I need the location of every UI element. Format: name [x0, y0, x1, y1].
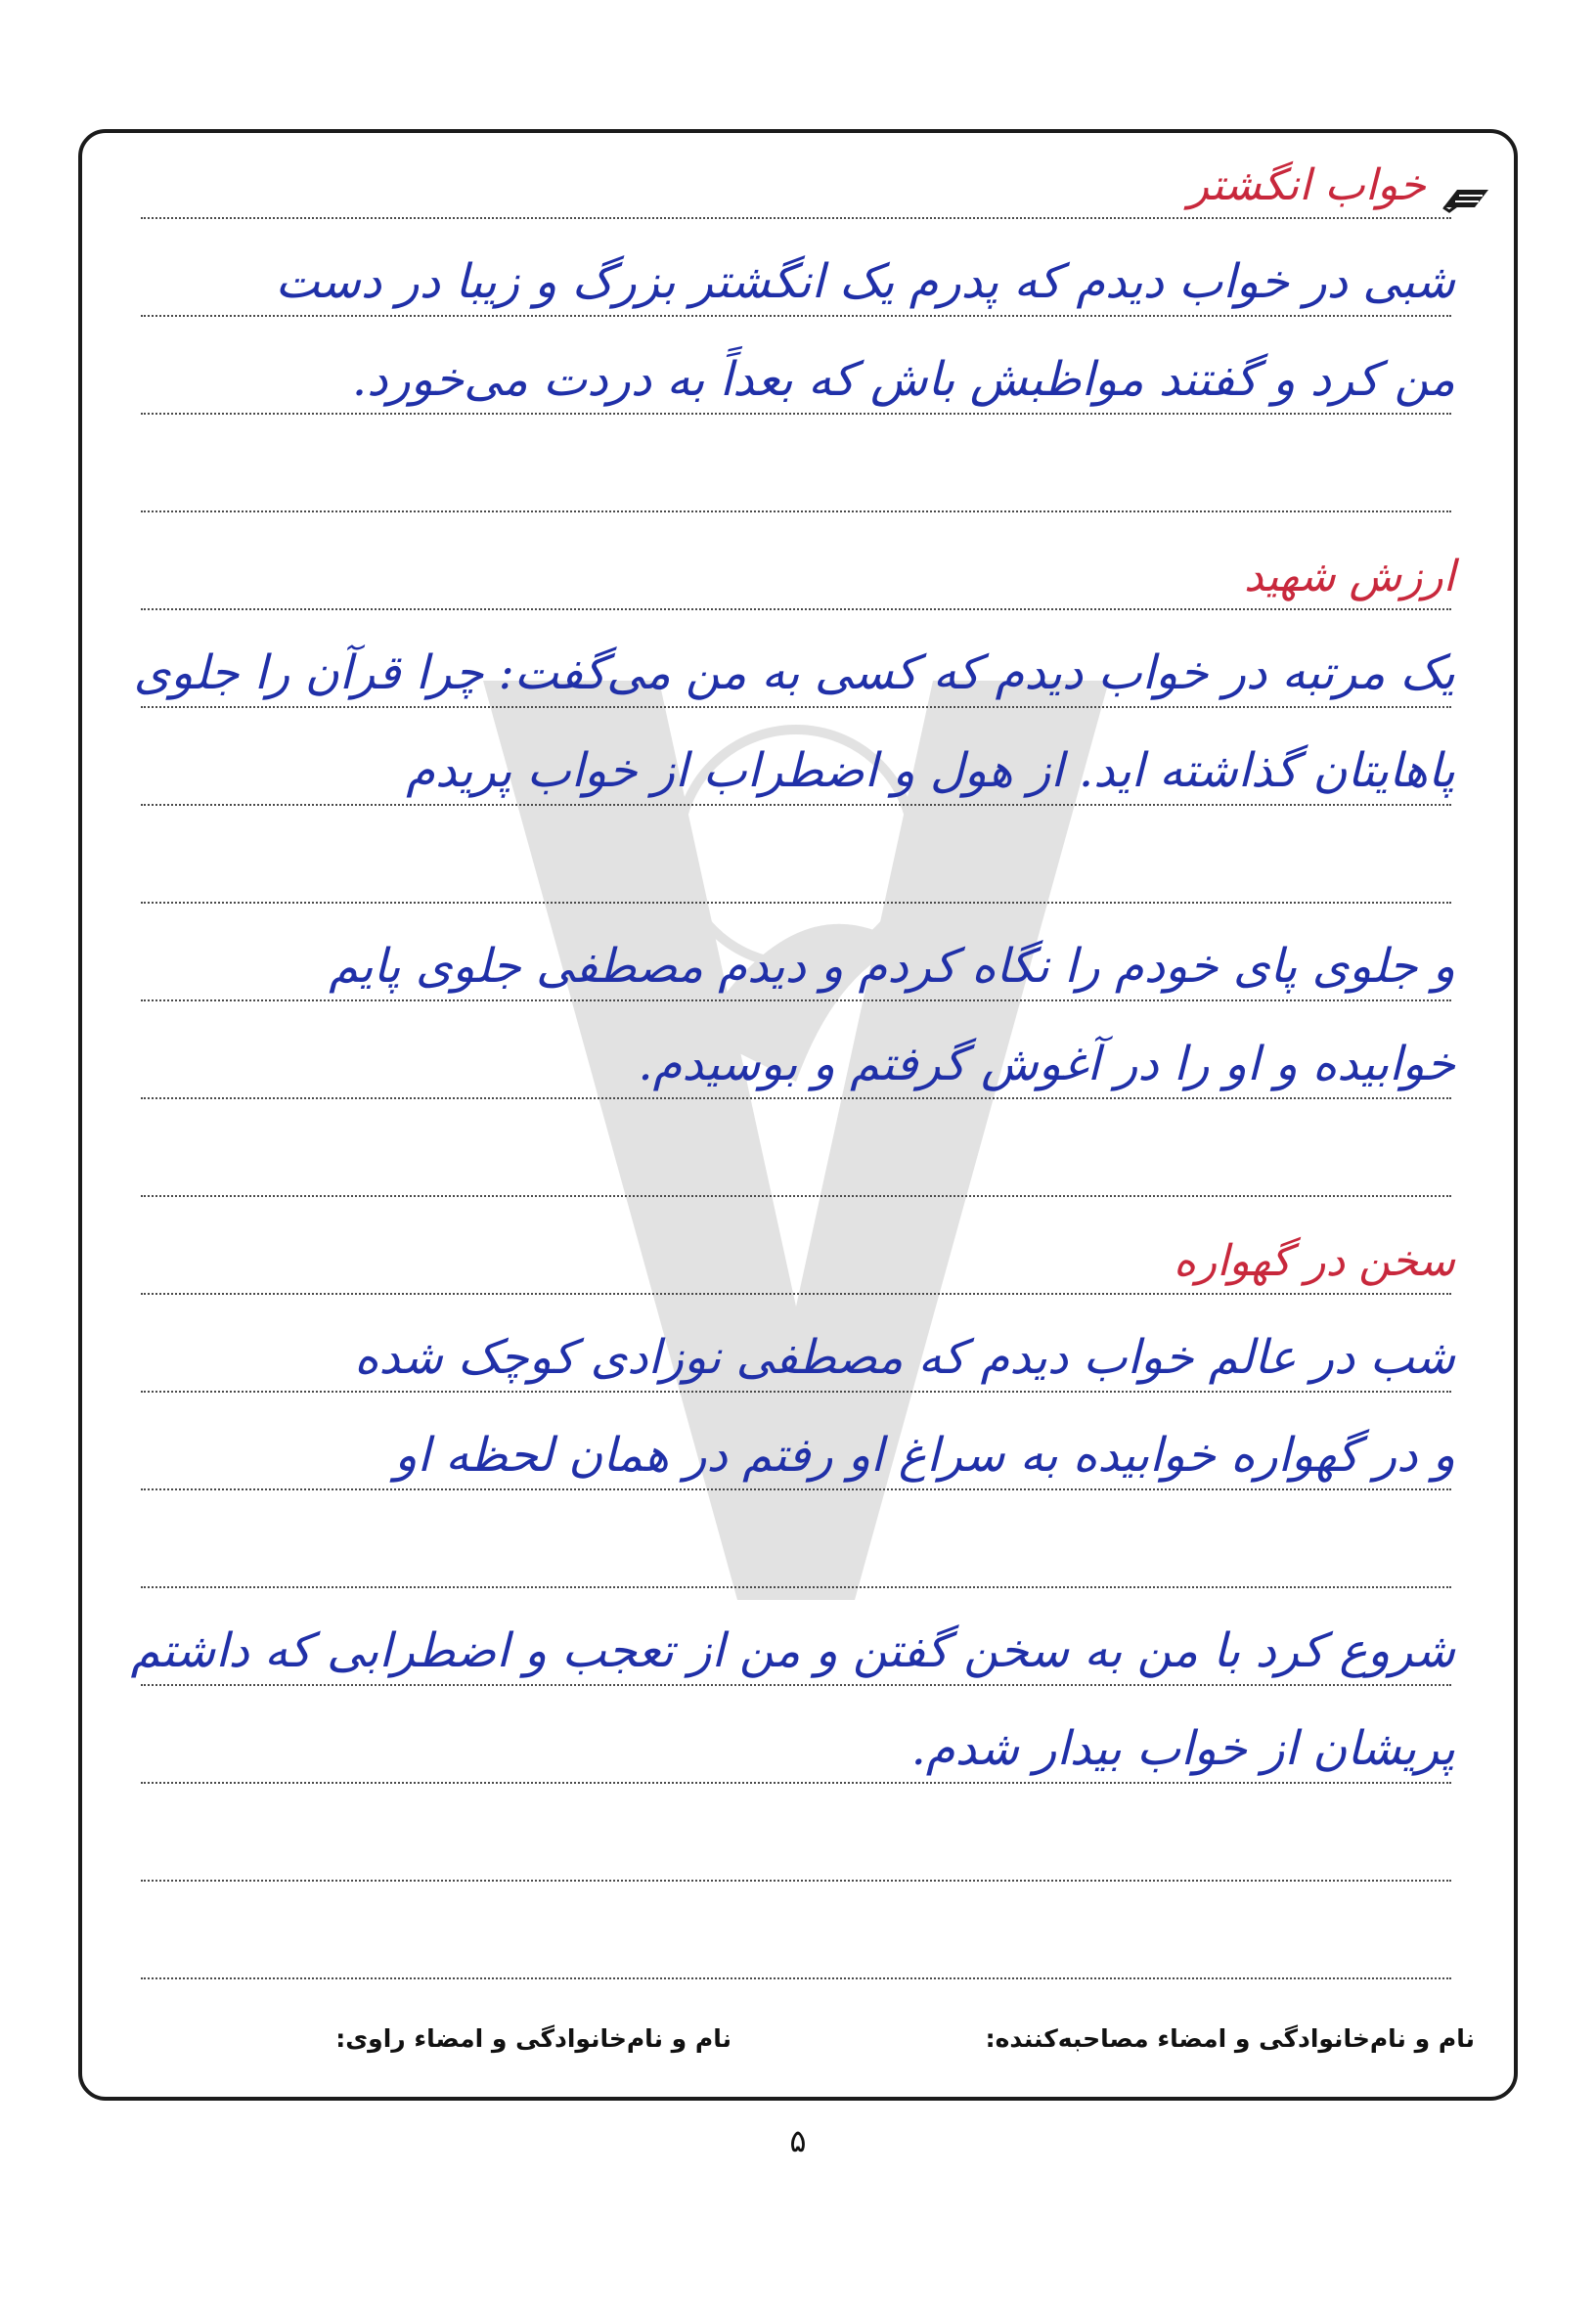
section-title: خواب انگشتر [1187, 160, 1426, 210]
handwritten-line: پاهایتان گذاشته اید. از هول و اضطراب از خواب پریدم [406, 743, 1455, 798]
handwritten-line: من کرد و گفتند مواظبش باش که بعداً به دردت می‌خورد. [351, 352, 1455, 407]
ruled-line [141, 1195, 1451, 1197]
handwritten-line: شب در عالم خواب دیدم که مصطفی نوزادی کوچک شده [354, 1330, 1455, 1385]
section-title: سخن در گهواره [1173, 1236, 1455, 1286]
handwritten-line: شبی در خواب دیدم که پدرم یک انگشتر بزرگ و زیبا در دست [275, 254, 1455, 309]
handwritten-line: پریشان از خواب بیدار شدم. [910, 1721, 1455, 1776]
ruled-line [141, 1977, 1451, 1979]
ruled-line [141, 1782, 1451, 1784]
ruled-line [141, 1880, 1451, 1882]
ruled-line [141, 999, 1451, 1001]
ruled-line [141, 1586, 1451, 1588]
ruled-line [141, 315, 1451, 317]
handwritten-line: خوابیده و او را در آغوش گرفتم و بوسیدم. [638, 1037, 1455, 1091]
page-number: ۵ [789, 2122, 807, 2159]
handwritten-line: شروع کرد با من به سخن گفتن و من از تعجب و اضطرابی که داشتم [130, 1623, 1455, 1678]
narrator-signature-label: نام و نام‌خانوادگی و امضاء راوی: [335, 2024, 732, 2053]
form-sheet [78, 129, 1518, 2101]
ruled-line [141, 608, 1451, 610]
ruled-line [141, 1391, 1451, 1393]
interviewer-signature-label: نام و نام‌خانوادگی و امضاء مصاحبه‌کننده: [985, 2024, 1475, 2053]
handwritten-line: و در گهواره خوابیده به سراغ او رفتم در همان لحظه او [394, 1428, 1455, 1483]
ruled-line [141, 1293, 1451, 1295]
ruled-line [141, 804, 1451, 806]
ruled-line [141, 1684, 1451, 1686]
ruled-line [141, 413, 1451, 415]
section-title: ارزش شهید [1244, 552, 1455, 601]
handwritten-line: و جلوی پای خودم را نگاه کردم و دیدم مصطفی جلوی پایم [329, 939, 1455, 994]
ruled-line [141, 217, 1451, 219]
ruled-line [141, 1097, 1451, 1099]
pen-icon [1440, 184, 1492, 213]
ruled-line [141, 1488, 1451, 1490]
ruled-line [141, 706, 1451, 708]
ruled-line [141, 902, 1451, 904]
ruled-line [141, 510, 1451, 512]
signature-footer [121, 2024, 1475, 2064]
handwritten-line: یک مرتبه در خواب دیدم که کسی به من می‌گفت: چرا قرآن را جلوی [133, 645, 1455, 700]
